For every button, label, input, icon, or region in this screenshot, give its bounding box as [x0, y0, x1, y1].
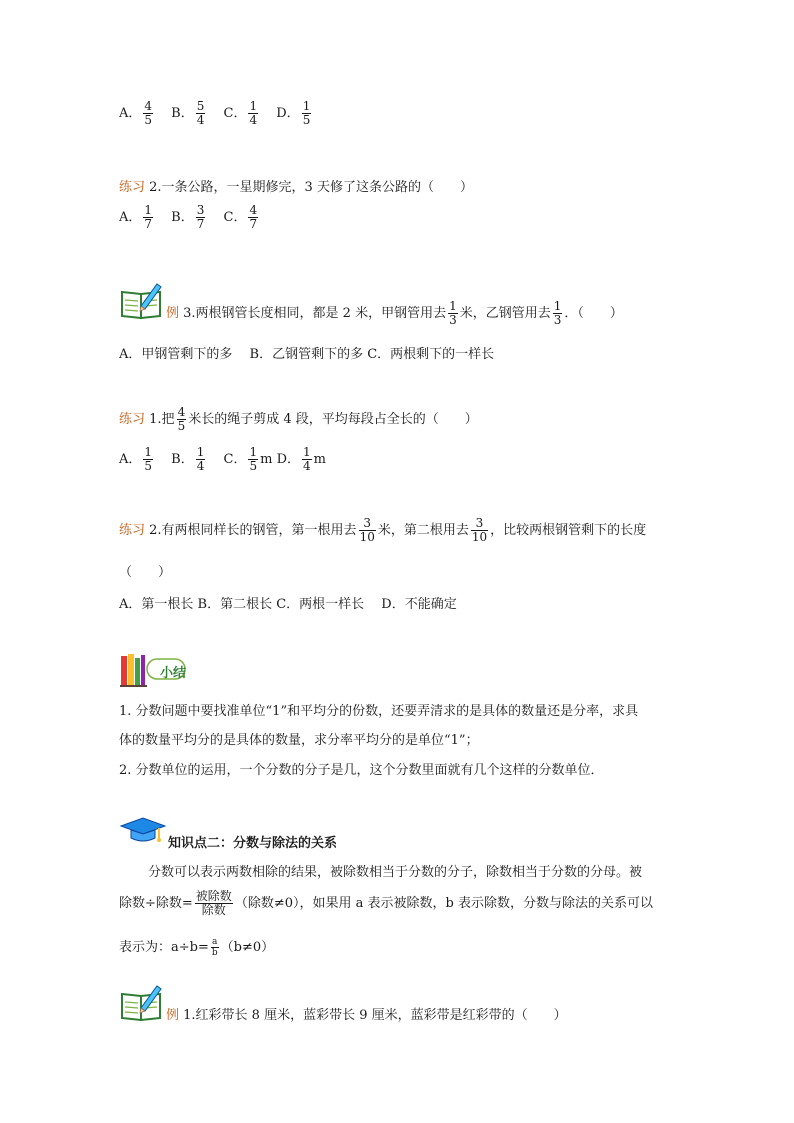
practice-2a-options: [119, 204, 260, 231]
practice-2a-option-a[interactable]: A． $\frac{1}{7}$: [119, 203, 153, 231]
book-pencil-icon: [119, 982, 165, 1026]
fraction-one-third: $\frac{1}{3}$: [449, 299, 457, 327]
fraction-four-fifths: $\frac{4}{5}$: [177, 405, 186, 433]
knowledge-point-2-para-2: 除数÷除数= $\frac{\text{被除数}}{\text{除数}}$ （除数≠0），如果用 a 表示被除数，b 表示除数，分数与除法的关系可以: [119, 889, 653, 917]
practice-1-option-d[interactable]: D． $\frac{1}{4}$ m: [276, 445, 326, 473]
practice-label: 练习: [119, 523, 146, 538]
example-1-question: 例 1.红彩带长 8 厘米，蓝彩带长 9 厘米，蓝彩带是红彩带的（ ）: [166, 1008, 567, 1023]
practice-label: 练习: [119, 412, 146, 427]
summary-point-1b: 体的数量平均分的是具体的数量，求分率平均分的是单位“1”；: [119, 733, 479, 748]
example-3-question: 例 3.两根钢管长度相同，都是 2 米，甲钢管用去 $\frac{1}{3}$ 米，乙钢管用去 $\frac{1}{3}$ ．（ ）: [166, 299, 623, 327]
example-label: 例: [166, 306, 180, 321]
q0-option-b[interactable]: B． $\frac{5}{4}$: [171, 99, 205, 127]
practice-2a-question: [119, 176, 473, 195]
practice-2b-options[interactable]: A．第一根长 B．第二根长 C．两根一样长 D．不能确定: [119, 597, 457, 612]
practice-2b-question: 练习 2.有两根同样长的钢管，第一根用去 $\frac{3}{10}$ 米，第二根用去 $\frac{3}{10}$ ，比较两根钢管剩下的长度: [119, 516, 647, 544]
q0-options: [119, 100, 313, 127]
fraction-a-over-b: $\frac{a}{b}$: [211, 937, 218, 958]
fraction-one-third: $\frac{1}{3}$: [553, 299, 562, 327]
practice-2a-text: 2.一条公路，一星期修完，3 天修了这条公路的（ ）: [145, 180, 473, 195]
practice-1-option-b[interactable]: B． $\frac{1}{4}$: [171, 445, 205, 473]
summary-point-1a: 1. 分数问题中要找准单位“1”和平均分的份数，还要弄清求的是具体的数量还是分率，求具: [119, 704, 639, 719]
fraction-three-tenths: $\frac{3}{10}$: [471, 516, 488, 544]
practice-1-options: [119, 446, 326, 473]
q0-option-a[interactable]: A． $\frac{4}{5}$: [119, 99, 153, 127]
q0-option-d[interactable]: D． $\frac{1}{5}$: [276, 99, 311, 127]
summary-title: 小结: [160, 666, 187, 681]
example-3-options[interactable]: A．甲钢管剩下的多 B．乙钢管剩下的多 C．两根剩下的一样长: [119, 347, 495, 362]
practice-2a-option-c[interactable]: C． $\frac{4}{7}$: [223, 203, 258, 231]
answer-blank[interactable]: （ ）: [119, 565, 172, 580]
example-label: 例: [166, 1008, 180, 1023]
fraction-three-tenths: $\frac{3}{10}$: [359, 516, 375, 544]
graduation-cap-icon: [119, 816, 167, 850]
summary-point-2: 2. 分数单位的运用，一个分数的分子是几，这个分数里面就有几个这样的分数单位．: [119, 763, 604, 778]
practice-1-option-a[interactable]: A． $\frac{1}{5}$: [119, 445, 153, 473]
q0-option-c[interactable]: C． $\frac{1}{4}$: [223, 99, 258, 127]
practice-2a-option-b[interactable]: B． $\frac{3}{7}$: [171, 203, 205, 231]
book-pencil-icon: [119, 280, 165, 324]
fraction-dividend-over-divisor: $\frac{\text{被除数}}{\text{除数}}$: [195, 889, 232, 917]
knowledge-point-2-title: 知识点二：分数与除法的关系: [168, 836, 338, 851]
knowledge-point-2-para-3: 表示为：a÷b= $\frac{a}{b}$ （b≠0）: [119, 937, 275, 958]
practice-label: 练习: [119, 180, 146, 195]
practice-1-option-c[interactable]: C． $\frac{1}{5}$ m: [223, 445, 273, 473]
knowledge-point-2-para-1: 分数可以表示两数相除的结果，被除数相当于分数的分子，除数相当于分数的分母。被: [148, 865, 643, 880]
practice-1-question: 练习 1.把 $\frac{4}{5}$ 米长的绳子剪成 4 段，平均每段占全长的（ ）: [119, 405, 478, 433]
